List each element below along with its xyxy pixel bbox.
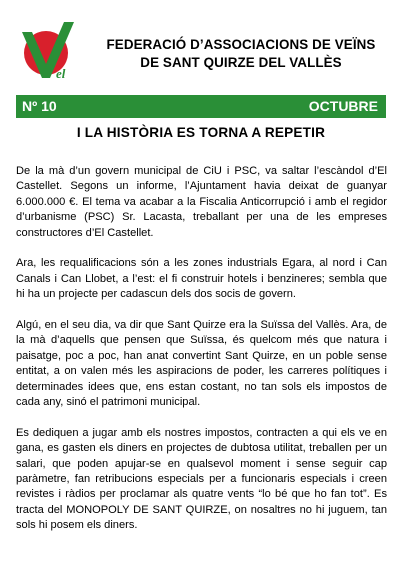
article-paragraph: Algú, en el seu dia, va dir que Sant Quirze era la Suïssa del Vallès. Ara, de la mà d’aquells que pensen que Suïssa, és quelcom més que natura i paisatge, poc a poc, han anat convertint Sant Quirze, en un poble sense entitat, a on valen més les aspiracions de poder, les carreres polítiques i determinades idees que, ens estan costant, no tan sols els impostos de cada any, sinó el patrimoni municipal. bbox=[16, 319, 387, 409]
article-paragraph: Es dediquen a jugar amb els nostres impostos, contracten a qui els ve en gana, es gasten els diners en projectes de dubtosa utilitat, treballen per un salari, que poden apujar-se en qualsevol moment i sense seguir cap paràmetre, fan retribucions especials per a funcionaris especials i creen revistes i ràdios per proclamar als quatre vents “lo bé que ho fan tot”. Es tracta del MONOPOLY DE SANT QUIRZE, on nosaltres no hi juguem, tan sols hi posem els diners. bbox=[16, 426, 387, 532]
logo-text: el bbox=[56, 66, 66, 81]
issue-number: Nº 10 bbox=[22, 98, 57, 114]
federation-logo bbox=[16, 20, 82, 86]
federation-title-line1: FEDERACIÓ D’ASSOCIACIONS DE VEÏNS bbox=[106, 37, 376, 52]
federation-title bbox=[92, 36, 390, 72]
article-headline: I LA HISTÒRIA ES TORNA A REPETIR bbox=[76, 125, 326, 140]
issue-band bbox=[16, 95, 386, 118]
federation-title-line2: DE SANT QUIRZE DEL VALLÈS bbox=[140, 55, 342, 70]
article-body bbox=[16, 164, 387, 549]
article-paragraph: Ara, les requalificacions són a les zones industrials Egara, al nord i Can Canals i Can Llobet, a l’est: el fi construir hotels i benzineres; sembla que hi ha un projecte per cadascun dels dos socis de govern. bbox=[16, 257, 387, 301]
issue-month: OCTUBRE bbox=[308, 98, 378, 114]
article-paragraph: De la mà d’un govern municipal de CiU i PSC, va saltar l’escàndol d’El Castellet. Segons un informe, l’Ajuntament havia deixat de guanyar 6.000.000 €. El tema va acabar a la Fiscalia Anticorrupció i amb el regidor d’urbanisme (PSC) Sr. Lacasta, treballant per una de les empreses constructores d’El Castellet. bbox=[16, 165, 387, 239]
